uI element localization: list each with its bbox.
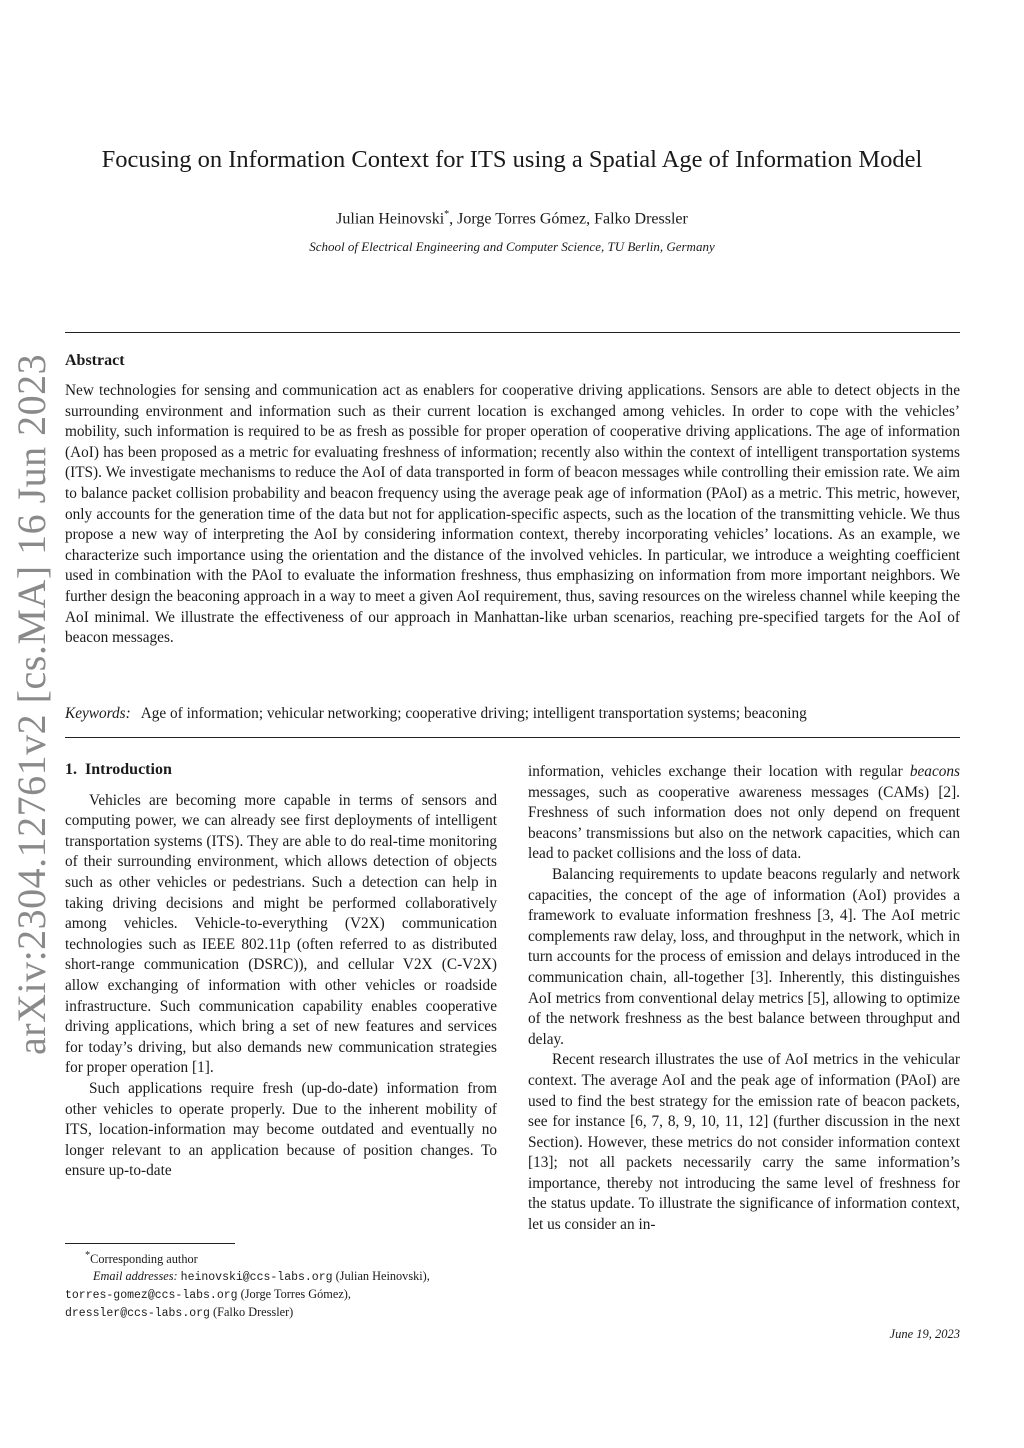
email-owner-2: (Jorge Torres Gómez), <box>240 1287 351 1302</box>
right-column <box>528 762 960 1236</box>
authors <box>60 209 964 228</box>
left-column <box>65 760 497 1182</box>
intro-paragraph-1: Vehicles are becoming more capable in terms of sensors and computing power, we can already see first deployments of intelligent transportation systems (ITS). They are able to do real-time monitoring of their surrounding environment, which allows detection of objects such as other vehicles or pedestrians. Such a detection can help in taking driving decisions and might be performed collaboratively among vehicles. Vehicle-to-everything (V2X) communication technologies such as IEEE 802.11p (often referred to as distributed short-range communication (DSRC)), and cellular V2X (C-V2X) allow exchanging of information with other vehicles or roadside infrastructure. Such communication capability enables cooperative driving applications, which bring a set of new features and services for today’s driving, but also demands new communication strategies for proper operation [1]. <box>65 791 497 1077</box>
paragraph-3-end: messages, such as cooperative awareness messages (CAMs) [2]. Freshness of such information does not only depend on frequent beacons’ transmissions but also on the network capacities, which can lead to packet collisions and the loss of data. <box>528 783 960 863</box>
email-label: Email addresses: <box>93 1269 178 1284</box>
bottom-rule <box>65 737 960 738</box>
author-others: , Jorge Torres Gómez, Falko Dressler <box>449 210 688 228</box>
paragraph-3-start: information, vehicles exchange their location with regular <box>528 763 903 780</box>
affiliation: School of Electrical Engineering and Computer Science, TU Berlin, Germany <box>309 239 715 254</box>
intro-paragraph-2: Such applications require fresh (up-do-date) information from other vehicles to operate properly. Due to the inherent mobility of ITS, location-information may become outdated and eventually no longer relevant to an application because of position changes. To ensure up-to-date <box>65 1079 497 1180</box>
intro-paragraph-5: Recent research illustrates the use of AoI metrics in the vehicular context. The average AoI and the peak age of information (PAoI) are used to find the best strategy for the emission rate of beacon packets, see for instance [6, 7, 8, 9, 10, 11, 12] (further discussion in the next Section). However, these metrics do not consider information context [13]; not all packets necessarily carry the same information’s importance, thereby not introducing the same level of freshness for the status update. To illustrate the significance of information context, let us consider an in- <box>528 1051 960 1234</box>
email-heinovski[interactable]: heinovski@ccs-labs.org <box>180 1271 333 1285</box>
paper-title: Focusing on Information Context for ITS using a Spatial Age of Information Model <box>101 146 923 173</box>
footnote-emails-3 <box>65 1304 505 1322</box>
arxiv-stamp: arXiv:2304.12761v2 [cs.MA] 16 Jun 2023 <box>9 353 54 1055</box>
footnote-emails-2 <box>65 1286 505 1304</box>
author-heinovski: Julian Heinovski <box>336 210 445 228</box>
keywords-label: Keywords: <box>65 705 131 722</box>
footnote-mark: * <box>85 1250 91 1261</box>
email-torres-gomez[interactable]: torres-gomez@ccs-labs.org <box>65 1289 238 1303</box>
intro-paragraph-3 <box>528 762 960 865</box>
section-number: 1. <box>65 761 77 778</box>
email-owner-1: (Julian Heinovski), <box>335 1269 430 1284</box>
beacons-term: beacons <box>909 763 960 780</box>
corresponding-mark: * <box>444 209 450 220</box>
footnote-corresponding <box>65 1247 505 1268</box>
abstract-text: New technologies for sensing and communication act as enablers for cooperative driving applications. Sensors are able to detect objects in the surrounding environment and information such as their current location is exchanged among vehicles. In order to cope with the vehicles’ mobility, such information is required to be as fresh as possible for proper operation of cooperative driving applications. The age of information (AoI) has been proposed as a metric for evaluating freshness of information; recently also within the context of intelligent transportation systems (ITS). We investigate mechanisms to reduce the AoI of data transported in form of beacon messages while controlling their emission rate. We aim to balance packet collision probability and beacon frequency using the average peak age of information (PAoI) as a metric. This metric, however, only accounts for the generation time of the data but not for application-specific aspects, such as the location of the transmitting vehicle. We thus propose a new way of interpreting the AoI by considering information context, thereby incorporating vehicles’ locations. As an example, we characterize such importance using the orientation and the distance of the involved vehicles. In particular, we introduce a weighting coefficient used in combination with the PAoI to evaluate the information freshness, thus emphasizing on information from more important neighbors. We further design the beaconing approach in a way to meet a given AoI requirement, thus, saving resources on the wireless channel while keeping the AoI minimal. We illustrate the effectiveness of our approach in Manhattan-like urban scenarios, reaching pre-specified targets for the AoI of beacon messages. <box>65 382 960 647</box>
footnote-corresponding-text: Corresponding author <box>90 1252 198 1267</box>
email-dressler[interactable]: dressler@ccs-labs.org <box>65 1307 210 1321</box>
footnote-rule <box>65 1243 235 1244</box>
keywords <box>65 704 960 725</box>
top-rule <box>65 332 960 333</box>
footnotes <box>65 1247 505 1322</box>
footnote-emails <box>65 1268 505 1286</box>
keywords-text: Age of information; vehicular networking; cooperative driving; intelligent transportation systems; beaconing <box>140 705 807 722</box>
section-heading-introduction <box>65 760 497 781</box>
section-title: Introduction <box>85 761 172 778</box>
preprint-date: June 19, 2023 <box>889 1327 960 1341</box>
email-owner-3: (Falko Dressler) <box>213 1305 294 1320</box>
intro-paragraph-4: Balancing requirements to update beacons regularly and network capacities, the concept of the age of information (AoI) provides a framework to evaluate information freshness [3, 4]. The AoI metric complements raw delay, loss, and throughput in the network, which in turn accounts for the process of emission and delays introduced in the communication chain, all-together [3]. Inherently, this distinguishes AoI metrics from conventional delay metrics [5], allowing to optimize of the network freshness as the best balance between throughput and delay. <box>528 865 960 1048</box>
abstract-heading: Abstract <box>65 352 125 369</box>
